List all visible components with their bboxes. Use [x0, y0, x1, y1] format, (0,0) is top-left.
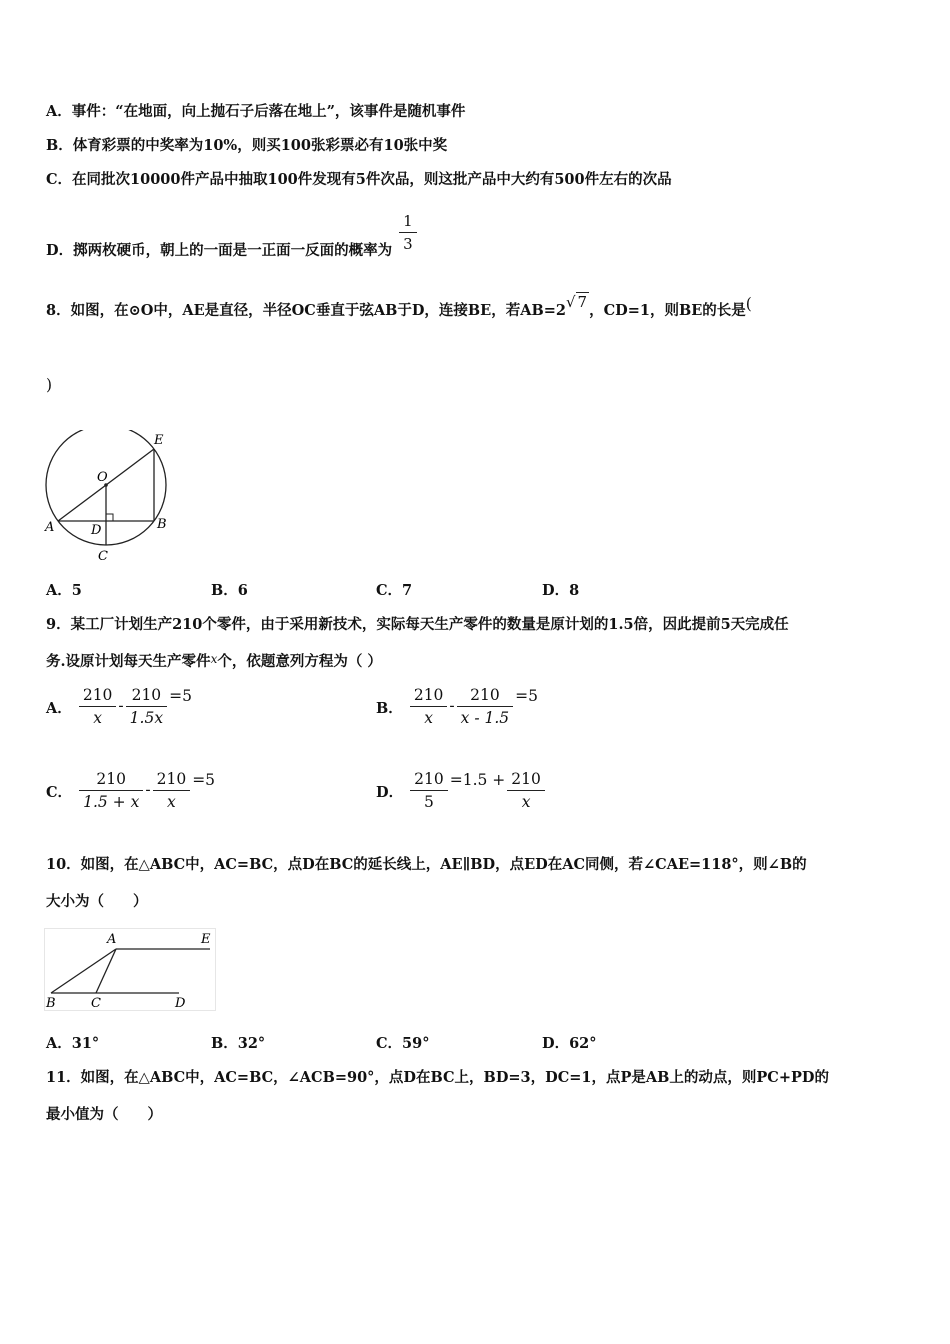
fraction-denominator: x [521, 793, 531, 811]
q8-stem [46, 293, 752, 320]
q9-stem-line2 [46, 653, 382, 671]
fraction-denominator: 1.5 + x [83, 793, 140, 811]
variable-x: x [210, 652, 218, 666]
q7-option-c: C．在同批次10000件产品中抽取100件发现有5件次品，则这批产品中大约有500件左右的次品 [46, 171, 672, 188]
label-a: A [45, 520, 55, 535]
q10-stem-line2: 大小为（ ） [46, 893, 148, 910]
q11-stem-line1: 11．如图，在△ABC中，AC=BC，∠ACB=90°，点D在BC上，BD=3，DC=1，点P是AB上的动点，则PC+PD的 [46, 1069, 829, 1086]
q8-option-d: D．8 [542, 582, 580, 599]
fraction-1 [79, 686, 117, 727]
q10-triangle-figure [44, 928, 219, 1013]
q7-option-d-fraction [399, 212, 417, 253]
fraction-numerator: 210 [126, 686, 167, 707]
sqrt-radicand: 7 [577, 293, 588, 311]
equals-part: =5 [192, 770, 216, 789]
operator: - [449, 696, 455, 715]
fraction-numerator: 210 [153, 770, 191, 791]
fraction-numerator: 210 [507, 770, 545, 791]
fraction-denominator: x [424, 709, 433, 727]
q9-stem-line2-b: 个，依题意列方程为（ ） [217, 653, 382, 670]
option-label: C． [46, 783, 73, 801]
equals-part: =1.5 + [449, 770, 506, 789]
option-label: B． [376, 699, 403, 717]
equals-part: =5 [169, 686, 192, 705]
q11-stem-line2: 最小值为（ ） [46, 1106, 162, 1123]
fraction-1 [79, 770, 143, 811]
q7-option-d-text: D．掷两枚硬币，朝上的一面是一正面一反面的概率为 [46, 241, 393, 259]
q8-stem-part1: 8．如图，在⊙O中，AE是直径，半径OC垂直于弦AB于D，连接BE，若AB=2 [46, 302, 566, 319]
q8-option-a: A．5 [46, 582, 82, 599]
label-e: E [154, 433, 164, 448]
fraction-denominator: x - 1.5 [460, 709, 510, 727]
q8-circle-figure [40, 430, 180, 565]
label-b: B [46, 996, 56, 1011]
fraction-numerator: 210 [79, 770, 143, 791]
option-label: D． [376, 783, 404, 801]
label-b: B [157, 517, 167, 532]
q8-option-b: B．6 [211, 582, 248, 599]
q10-option-d: D．62° [542, 1035, 597, 1052]
fraction-1 [410, 770, 448, 811]
fraction-2 [457, 686, 513, 727]
option-label: A． [46, 699, 72, 717]
fraction-2 [507, 770, 545, 811]
label-d: D [175, 996, 186, 1011]
fraction-numerator: 210 [457, 686, 513, 707]
equals-part: =5 [515, 686, 539, 705]
q8-option-c: C．7 [376, 582, 413, 599]
fraction-numerator: 210 [410, 770, 448, 791]
fraction-denominator: x [93, 709, 102, 727]
q10-option-c: C．59° [376, 1035, 430, 1052]
fraction-1 [410, 686, 448, 727]
q10-option-a: A．31° [46, 1035, 100, 1052]
q7-option-d [46, 212, 419, 259]
fraction-denominator: 3 [403, 235, 413, 253]
fraction-2 [126, 686, 167, 727]
q10-option-b: B．32° [211, 1035, 266, 1052]
label-o: O [97, 470, 108, 485]
sqrt-symbol: √ 7 [565, 293, 588, 311]
q9-option-d [376, 770, 547, 811]
q9-stem-line1: 9．某工厂计划生产210个零件，由于采用新技术，实际每天生产零件的数量是原计划的1.5倍，因此提前5天完成任 [46, 616, 789, 633]
q9-stem-line2-a: 务.设原计划每天生产零件 [46, 653, 211, 670]
q9-option-a [46, 686, 192, 727]
fraction-denominator: 1.5x [129, 709, 164, 727]
label-a: A [107, 932, 117, 947]
q8-stem-part2: ，CD=1，则BE的长是 [589, 302, 746, 319]
label-d: D [91, 523, 102, 538]
fraction-denominator: x [167, 793, 176, 811]
fraction-numerator: 210 [410, 686, 448, 707]
q8-paren-open: ( [745, 295, 752, 313]
label-c: C [91, 996, 101, 1011]
fraction-numerator: 210 [79, 686, 117, 707]
fraction-numerator: 1 [399, 212, 417, 233]
q10-stem-line1: 10．如图，在△ABC中，AC=BC，点D在BC的延长线上，AE∥BD，点ED在AC同侧，若∠CAE=118°，则∠B的 [46, 856, 807, 873]
figure-border [45, 929, 216, 1011]
fraction-2 [153, 770, 191, 811]
operator: - [145, 780, 151, 799]
label-e: E [201, 932, 211, 947]
q9-option-b [376, 686, 538, 727]
fraction-denominator: 5 [424, 793, 434, 811]
operator: - [118, 696, 124, 715]
q7-option-a: A．事件：“在地面，向上抛石子后落在地上”，该事件是随机事件 [46, 103, 466, 120]
q8-paren-close: ) [46, 376, 53, 394]
right-angle-mark [106, 514, 113, 521]
q7-option-b: B．体育彩票的中奖率为10%，则买100张彩票必有10张中奖 [46, 137, 448, 154]
label-c: C [98, 549, 108, 564]
q9-option-c [46, 770, 215, 811]
